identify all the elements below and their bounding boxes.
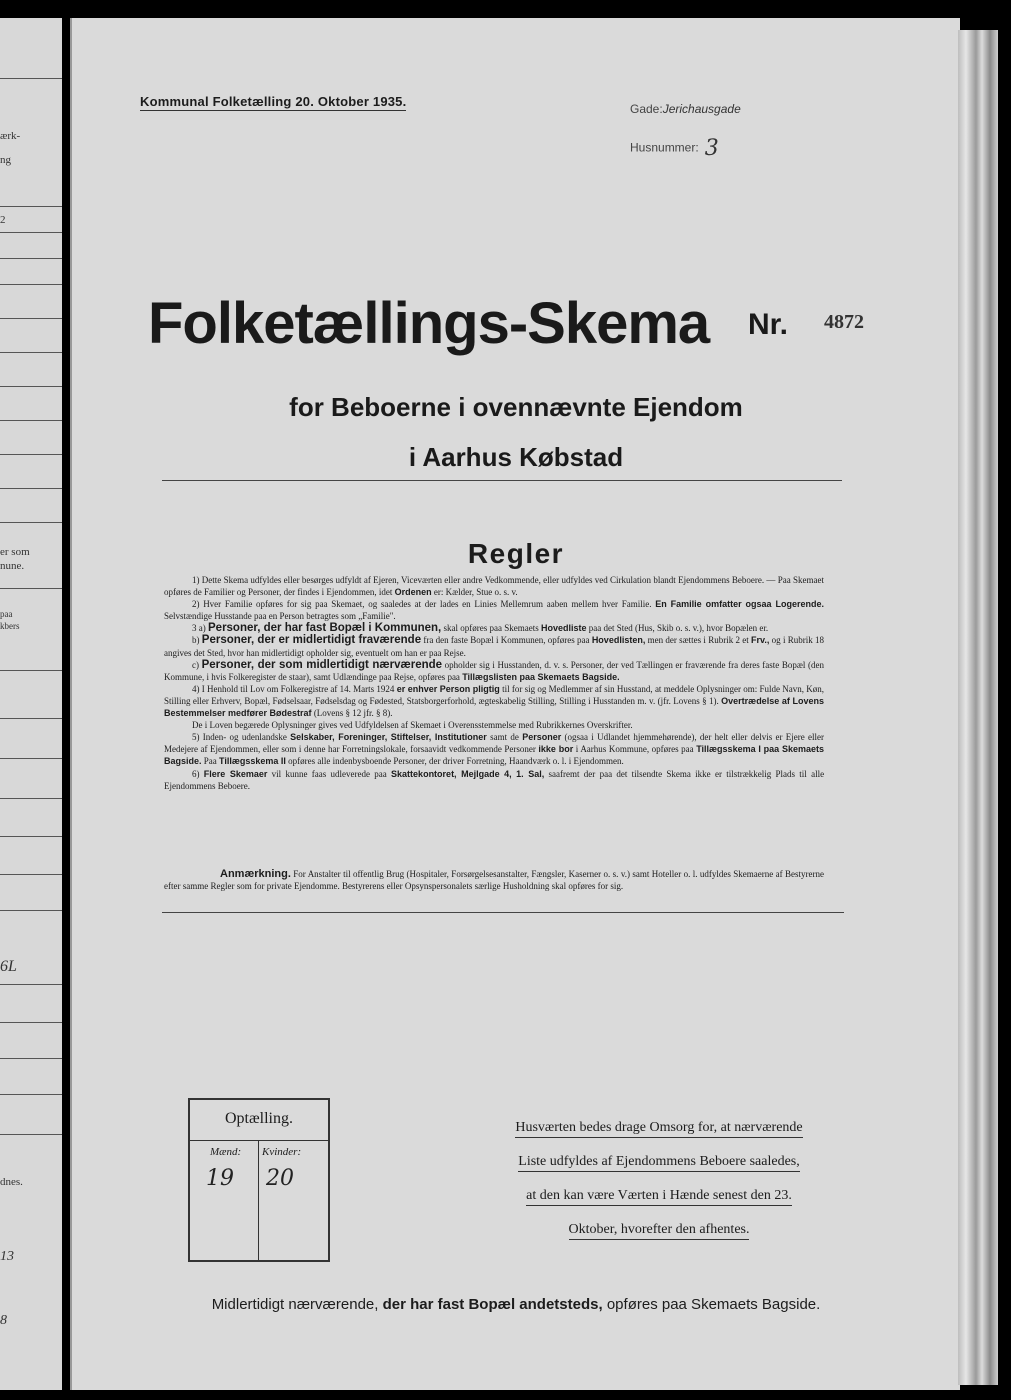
women-count: 20	[266, 1166, 294, 1191]
note-paragraph	[164, 868, 824, 892]
census-form-page	[70, 18, 960, 1390]
divider	[162, 480, 842, 481]
form-title: Folketællings-Skema	[148, 291, 710, 356]
street-label: Gade:	[630, 102, 663, 116]
census-header: Kommunal Folketælling 20. Oktober 1935.	[140, 94, 407, 109]
count-box	[188, 1098, 330, 1262]
form-number-label: Nr.	[748, 308, 789, 341]
rule-2: 2) Hver Familie opføres for sig paa Skemaet, og saaledes at der lades en Linies Mellemrum aaben mellem hver Familie. En Familie omfatter ogsaa Logerende. Selvstændige Husstande paa en Person betragtes som „Familie".	[164, 599, 824, 622]
rule-4-note: De i Loven begærede Oplysninger gives ved Udfyldelsen af Skemaet i Overensstemmelse med Rubrikkernes Overskrifter.	[192, 720, 633, 731]
note-label: Anmærkning.	[220, 868, 291, 880]
form-location: i Aarhus Købstad	[408, 442, 624, 472]
notice-line: Oktober, hvorefter den afhentes.	[569, 1222, 750, 1240]
left-fragment: kbers	[0, 621, 20, 631]
rule-3b: b) Personer, der er midlertidigt fraværende fra den faste Bopæl i Kommunen, opføres paa Hovedlisten, men der sættes i Rubrik 2 et Frv., og i Rubrik 18 angives det Sted, hvor han midlertidigt opholder sig, eventuelt om han er paa Rejse.	[164, 634, 825, 658]
rule-3a: 3 a) Personer, der har fast Bopæl i Kommunen, skal opføres paa Skemaets Hovedliste paa det Sted (Hus, Skib o. s. v.), hvor Bopælen er.	[192, 622, 769, 635]
left-fragment: 6L	[0, 958, 17, 975]
left-fragment: 8	[0, 1313, 7, 1328]
street-field	[630, 102, 741, 116]
rule-3c: c) Personer, der som midlertidigt nærværende opholder sig i Husstanden, d. v. s. Personer, der ved Tællingen er fraværende fra deres faste Bopæl (den Kommune, i hvis Folkeregister de staar), samt Udlændinge paa Rejse, opføres paa Tillægslisten paa Skemaets Bagside.	[164, 658, 825, 682]
divider	[162, 912, 844, 913]
count-title: Optælling.	[224, 1110, 293, 1127]
house-number-field	[630, 136, 719, 161]
men-label: Mænd:	[210, 1146, 242, 1158]
footer-note: Midlertidigt nærværende, der har fast Bopæl andetsteds, opføres paa Skemaets Bagside.	[211, 1296, 821, 1313]
previous-page-strip	[0, 18, 62, 1390]
left-fragment: 2	[0, 214, 6, 226]
note-text: For Anstalter til offentlig Brug (Hospitaler, Forsørgelsesanstalter, Fængsler, Kaserner o. s. v.) samt Hoteller o. l. udfyldes Skemaerne af Bestyrerne efter samme Regler som for private Ejendomme. Bestyrerens eller Opsynspersonalets særlige Husholdning skal opføres for sig.	[164, 869, 824, 892]
form-number-value: 4872	[824, 311, 864, 333]
rule-5: 5) Inden- og udenlandske Selskaber, Foreninger, Stiftelser, Institutioner samt de Personer (ogsaa i Udlandet hjemmehørende), der helt eller delvis er Ejere eller Medejere af Ejendommen, eller som i denne har Forretningslokale, forsaavidt vedkommende Personer ikke bor i Aarhus Kommune, opføres paa Tillægsskema I paa Skemaets Bagside. Paa Tillægsskema II opføres alle indenbysboende Personer, der driver Forretning, Haandværk o. l. i Ejendommen.	[164, 732, 825, 767]
left-fragment: ng	[0, 154, 11, 166]
rule-1: 1) Dette Skema udfyldes eller besørges udfyldt af Ejeren, Viceværten eller andre Vedkommende, eller udfyldes ved Cirkulation blandt Ejendommens Beboere. — Paa Skemaet opføres de Familier og Personer, der findes i Ejendommen, idet Ordenen er: Kælder, Stue o. s. v.	[164, 575, 824, 598]
house-number-value: 3	[704, 136, 719, 161]
notice-line: at den kan være Værten i Hænde senest den 23.	[526, 1188, 792, 1206]
notice-line: Husværten bedes drage Omsorg for, at nærværende	[515, 1120, 802, 1138]
left-fragment: er som	[0, 546, 30, 558]
page-edge	[958, 30, 998, 1385]
women-label: Kvinder:	[262, 1146, 302, 1158]
landlord-notice	[484, 1116, 834, 1252]
form-subtitle: for Beboerne i ovennævnte Ejendom	[289, 392, 743, 422]
rule-4: 4) I Henhold til Lov om Folkeregistre af 14. Marts 1924 er enhver Person pligtig til for sig og Medlemmer af sin Husstand, at meddele Oplysninger om: Fulde Navn, Køn, Stilling eller Erhverv, Bopæl, Fødselsaar, Fødselsdag og Fødested, Statsborgerforhold, ægteskabelig Stilling, Stilling i Husstanden m. v. (jfr. Lovens § 1). Overtrædelse af Lovens Bestemmelser medfører Bødestraf (Lovens § 12 jfr. § 8).	[164, 683, 825, 719]
left-fragment: ærk-	[0, 130, 21, 142]
street-value: Jerichausgade	[662, 102, 741, 116]
rule-6: 6) Flere Skemaer vil kunne faas udleverede paa Skattekontoret, Mejlgade 4, 1. Sal, saafremt der paa det tilsendte Skema ikke er tilstrækkelig Plads til alle Ejendommens Beboere.	[164, 768, 825, 791]
rules-heading: Regler	[467, 538, 565, 569]
left-fragment: 13	[0, 1249, 14, 1264]
men-count: 19	[206, 1166, 234, 1191]
notice-line: Liste udfyldes af Ejendommens Beboere saaledes,	[518, 1154, 799, 1172]
left-fragment: paa	[0, 609, 13, 619]
rules-text	[164, 574, 824, 792]
left-fragment: dnes.	[0, 1176, 23, 1188]
house-number-label: Husnummer:	[630, 140, 699, 155]
left-fragment: nune.	[0, 560, 25, 572]
